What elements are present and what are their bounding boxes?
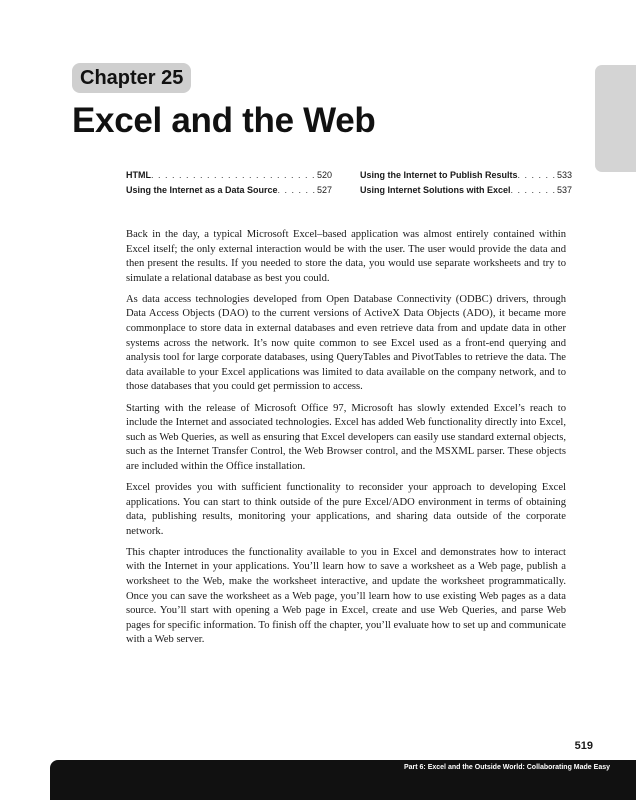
toc-leader-dots — [278, 183, 315, 198]
body-paragraph: This chapter introduces the functionality available to you in Excel and demonstrates how to interact with the Internet in your applications. You’ll learn how to save a worksheet as a Web page, publish a worksheet to the Web, make the worksheet interactive, and update the worksheet programmatically. Once you can save the worksheet as a Web page, you’ll learn how to use existing Web pages as a data source. You’ll start with opening a Web page in Excel, create and use Web Queries, and parse Web pages for specific information. To finish off the chapter, you’ll evaluate how to set up and communicate with a Web server. — [126, 546, 566, 646]
toc-entry-page: 537 — [556, 185, 572, 195]
toc-entry-internet-solutions — [360, 183, 572, 198]
chapter-label: Chapter 25 — [72, 63, 191, 93]
toc-row — [126, 168, 572, 183]
toc-entry-page: 527 — [316, 185, 332, 195]
footer-bar — [50, 760, 636, 800]
page-number: 519 — [574, 740, 593, 752]
toc-entry-page: 533 — [556, 170, 572, 180]
chapter-title: Excel and the Web — [72, 101, 376, 140]
toc-entry-publish-results — [360, 168, 572, 183]
body-paragraph: Back in the day, a typical Microsoft Excel–based application was almost entirely contained within Excel itself; the only external interaction would be with the user. The user would provide the data and then present the results. If you needed to store the data, you would use separate worksheets and try to simulate a relational database as best you could. — [126, 229, 566, 284]
body-paragraph: Excel provides you with sufficient functionality to reconsider your approach to developing Excel applications. You can start to think outside of the pure Excel/ADO environment in terms of obtaining data, publishing results, monitoring your applications, and sharing data outside of the corporate network. — [126, 482, 566, 537]
toc-leader-dots — [518, 168, 555, 183]
toc-entry-html — [126, 168, 332, 183]
toc-row — [126, 183, 572, 198]
toc-entry-data-source — [126, 183, 332, 198]
toc-entry-page: 520 — [316, 170, 332, 180]
side-thumb-tab — [595, 65, 636, 172]
footer-part-label: Part 6: Excel and the Outside World: Collaborating Made Easy — [403, 764, 610, 771]
body-paragraph: As data access technologies developed from Open Database Connectivity (ODBC) drivers, through Data Access Objects (DAO) to the current versions of ActiveX Data Objects (ADO), it became more commonplace to store data in external databases and even retrieve data from and update data in other systems across the network. It’s now quite common to see Excel used as a front-end querying and analysis tool for large corporate databases, using QueryTables and PivotTables to retrieve the data. The data available to your Excel applications was limited to data available on the company network, and to those databases that you could get permission to access. — [126, 293, 566, 393]
toc-entry-title: Using the Internet as a Data Source — [126, 185, 278, 195]
toc-leader-dots — [511, 183, 555, 198]
toc-entry-title: Using the Internet to Publish Results — [360, 170, 518, 180]
toc-leader-dots — [151, 168, 315, 183]
body-paragraph: Starting with the release of Microsoft Office 97, Microsoft has slowly extended Excel’s reach to include the Internet and associated technologies. Excel has added Web functionality directly into Excel, such as Web Queries, as well as ensuring that Excel developers can easily use standard external objects, such as the Internet Transfer Control, the Web Browser control, and the MSXML parser. These objects are included within the Office installation. — [126, 402, 566, 472]
toc-entry-title: HTML — [126, 170, 151, 180]
chapter-body — [126, 228, 566, 655]
toc-entry-title: Using Internet Solutions with Excel — [360, 185, 511, 195]
chapter-contents — [126, 168, 572, 198]
